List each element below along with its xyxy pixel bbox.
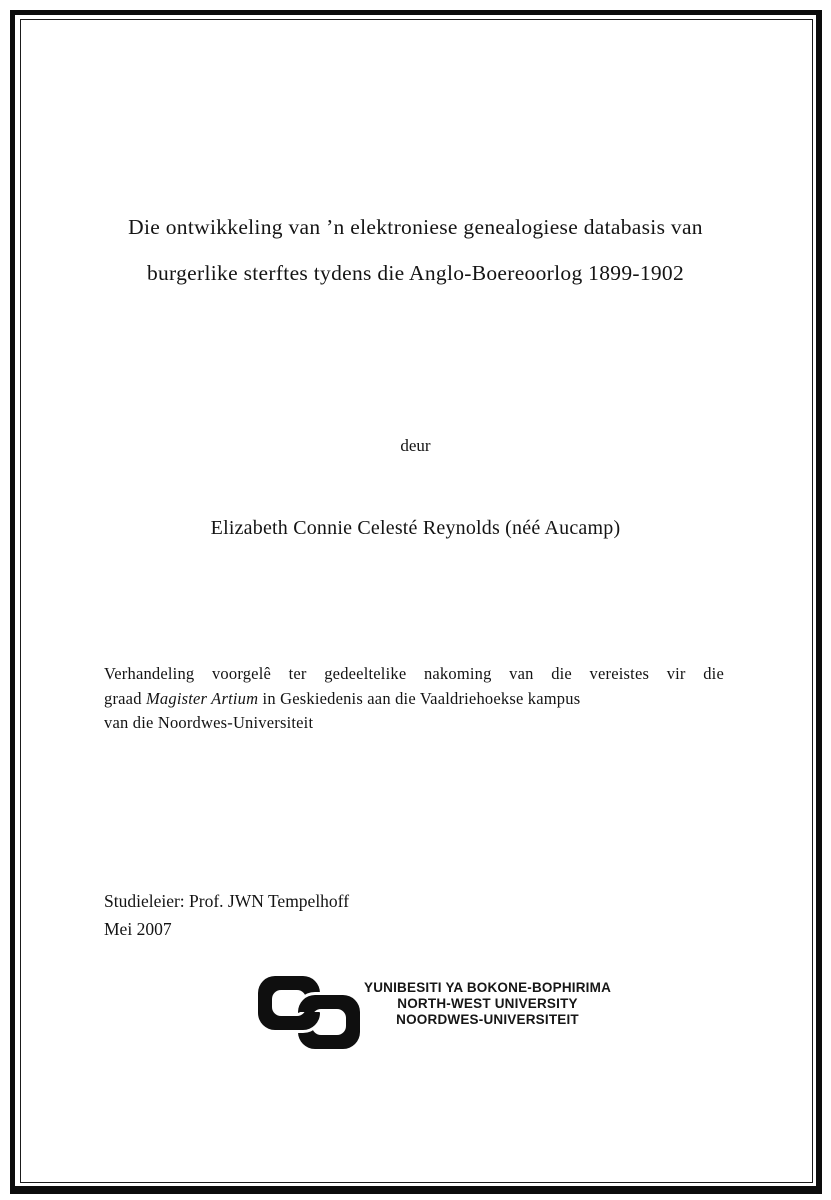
university-name-english: NORTH-WEST UNIVERSITY	[397, 996, 578, 1011]
university-logo	[257, 974, 611, 1051]
submission-line1: Verhandeling voorgelê ter gedeeltelike nakoming van die vereistes vir die	[104, 664, 724, 683]
thesis-title-line1: Die ontwikkeling van ’n elektroniese genealogiese databasis van	[128, 215, 703, 239]
submission-line3: van die Noordwes-Universiteit	[104, 713, 314, 732]
author-name: Elizabeth Connie Celesté Reynolds (néé Aucamp)	[210, 517, 621, 539]
submission-line2	[104, 687, 724, 712]
submission-line2-prefix: graad	[104, 688, 146, 708]
submission-statement	[104, 662, 724, 736]
university-logo-text	[364, 980, 611, 1028]
supervisor-block	[104, 888, 349, 943]
byline-deur: deur	[400, 436, 431, 455]
university-name-setswana: YUNIBESITI YA BOKONE-BOPHIRIMA	[364, 980, 612, 995]
chain-links-logo-icon	[257, 974, 361, 1051]
date-line: Mei 2007	[104, 918, 172, 939]
submission-line2-suffix: in Geskiedenis aan die Vaaldriehoekse kampus	[258, 688, 581, 708]
degree-name: Magister Artium	[145, 688, 259, 708]
university-name-afrikaans: NOORDWES-UNIVERSITEIT	[396, 1012, 579, 1027]
thesis-title-line2: burgerlike sterftes tydens die Anglo-Boereoorlog 1899-1902	[146, 261, 685, 285]
supervisor-line: Studieleier: Prof. JWN Tempelhoff	[104, 891, 350, 911]
thesis-title	[60, 204, 771, 296]
